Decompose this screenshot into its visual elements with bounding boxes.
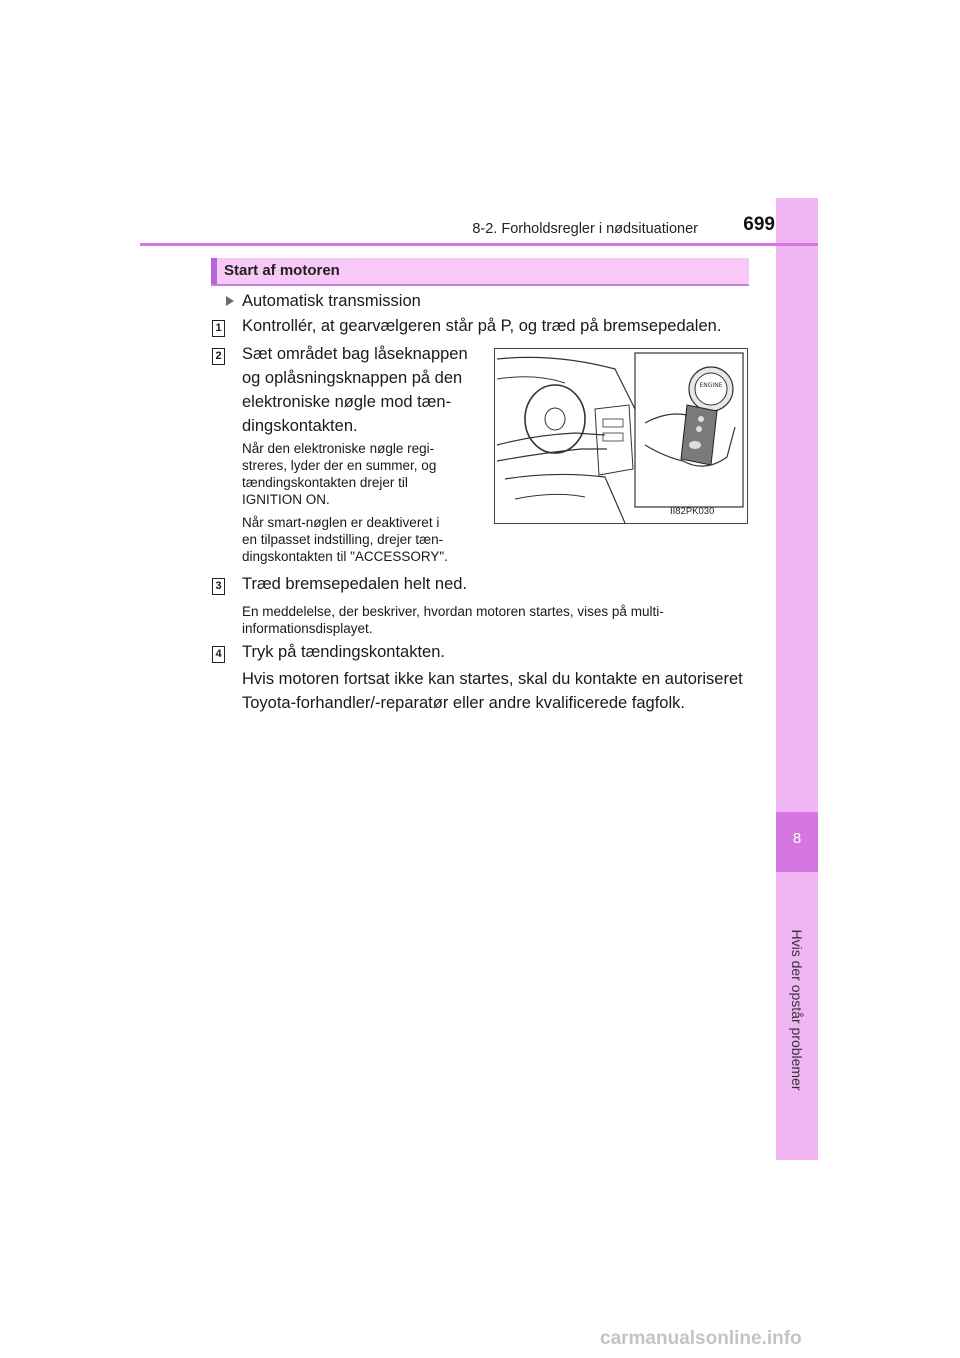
header-rule (140, 243, 818, 246)
step-number-2: 2 (212, 348, 225, 365)
step-2-line-3: elektroniske nøgle mod tæn- (242, 393, 452, 411)
step-3-text: Træd bremsepedalen helt ned. (242, 575, 468, 593)
watermark: carmanualsonline.info (600, 1328, 802, 1349)
step-2-line-4: dingskontakten. (242, 417, 358, 435)
step-2-note-1-line-3: tændingskontakten drejer til (242, 475, 408, 490)
closing-line-1: Hvis motoren fortsat ikke kan startes, skal du kontakte en autoriseret (242, 670, 743, 688)
figure-id: II82PK030 (670, 506, 715, 517)
closing-line-2: Toyota-forhandler/-reparatør eller andre kvalificerede fagfolk. (242, 694, 685, 712)
step-2-line-1: Sæt området bag låseknappen (242, 345, 468, 363)
engine-button-label: ENGINE (699, 382, 723, 389)
step-3-note-line-2: informationsdisplayet. (242, 621, 373, 636)
figure-key-illustration (494, 348, 748, 524)
bullet-text: Automatisk transmission (242, 292, 421, 310)
section-title: Start af motoren (224, 262, 340, 279)
key-to-ignition-illustration (495, 349, 747, 523)
step-2-note-1-line-4: IGNITION ON. (242, 492, 330, 507)
step-2-note-1-line-1: Når den elektroniske nøgle regi- (242, 441, 435, 456)
step-2-note-2-line-1: Når smart-nøglen er deaktiveret i (242, 515, 440, 530)
chapter-number: 8 (792, 830, 802, 847)
header-section-title: 8-2. Forholdsregler i nødsituationer (472, 221, 698, 237)
step-number-3: 3 (212, 578, 225, 595)
section-bar-underline (211, 284, 749, 286)
step-2-line-2: og oplåsningsknappen på den (242, 369, 463, 387)
step-2-note-2-line-3: dingskontakten til "ACCESSORY". (242, 549, 448, 564)
bullet-arrow-icon (226, 296, 234, 306)
step-number-1: 1 (212, 320, 225, 337)
step-2-note-2-line-2: en tilpasset indstilling, drejer tæn- (242, 532, 444, 547)
step-2-note-1-line-2: streres, lyder der en summer, og (242, 458, 437, 473)
page-number: 699 (743, 214, 775, 235)
step-number-4: 4 (212, 646, 225, 663)
step-4-text: Tryk på tændingskontakten. (242, 643, 445, 661)
step-3-note-line-1: En meddelelse, der beskriver, hvordan motoren startes, vises på multi- (242, 604, 664, 619)
step-1-text: Kontrollér, at gearvælgeren står på P, og træd på bremsepedalen. (242, 317, 722, 335)
